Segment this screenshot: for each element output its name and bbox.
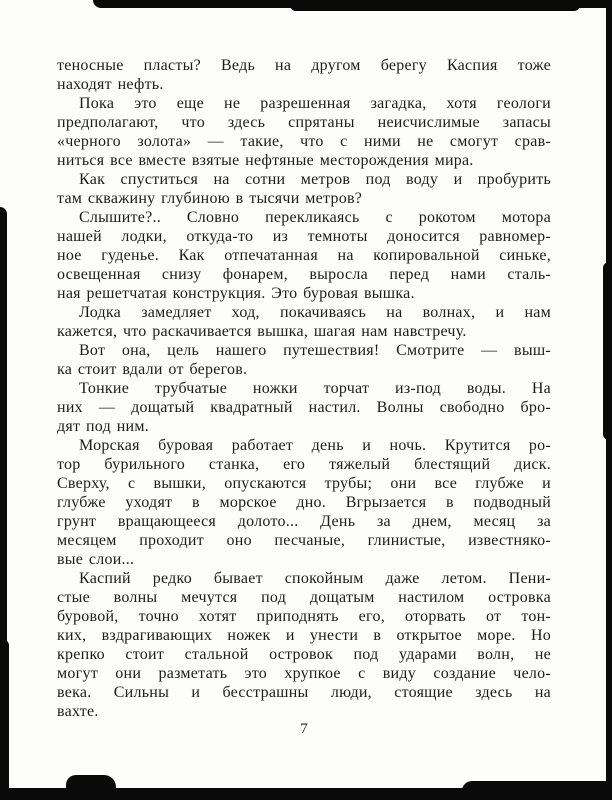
- page-number: 7: [300, 721, 308, 737]
- text-line: крепко стоит стальной островок под ударами волн, не: [57, 646, 551, 663]
- text-line: ное гуденье. Как отпечатанная на копировальной синьке,: [57, 247, 551, 264]
- text-line: грунт вращающееся долото... День за днем, месяц за: [57, 513, 551, 530]
- text-line: Вот она, цель нашего путешествия! Смотрите — выш-: [79, 342, 551, 359]
- text-line: стые волны мечутся под дощатым настилом островка: [57, 589, 551, 606]
- text-line: дят под ним.: [57, 418, 149, 435]
- text-line: Морская буровая работает день и ночь. Крутится ро-: [79, 437, 551, 454]
- text-line: ких, вздрагивающих ножек и унести в открытое море. Но: [57, 627, 551, 644]
- scan-edge-left-wide: [0, 640, 9, 800]
- text-line: вахте.: [57, 703, 99, 720]
- text-line: теносные пласты? Ведь на другом берегу Каспия тоже: [57, 57, 551, 74]
- text-line: предполагают, что здесь спрятаны неисчислимые запасы: [57, 114, 551, 131]
- text-line: вые слои...: [57, 551, 135, 568]
- text-line: буровой, точно хотят приподнять его, оторвать от тон-: [57, 608, 551, 625]
- text-line: месяцем проходит оно песчаные, глинистые, известняко-: [57, 532, 551, 549]
- scan-edge-top-bump: [290, 5, 580, 11]
- text-line: тор бурильного станка, его тяжелый блестящий диск.: [57, 456, 551, 473]
- text-line: ка стоит вдали от берегов.: [57, 361, 248, 378]
- scan-edge-bottom-right: [462, 781, 612, 800]
- paragraph: [57, 303, 551, 341]
- text-line: Лодка замедляет ход, покачиваясь на волнах, и нам: [79, 304, 551, 321]
- paragraph: [57, 341, 551, 379]
- paragraph: [57, 379, 551, 436]
- text-line: кажется, что раскачивается вышка, шагая нам навстречу.: [57, 323, 467, 340]
- text-line: Сверху, с вышки, опускаются трубы; они все глубже и: [57, 475, 551, 492]
- text-line: могут они разметать это хрупкое с виду создание чело-: [57, 665, 551, 682]
- paragraph: [57, 569, 551, 721]
- paragraph: [57, 436, 551, 569]
- scan-edge-bottom-blob: [66, 775, 116, 793]
- text-line: Тонкие трубчатые ножки торчат из-под воды. На: [79, 380, 551, 397]
- text-line: Каспий редко бывает спокойным даже летом. Пени-: [79, 570, 551, 587]
- text-line: Пока это еще не разрешенная загадка, хотя геологи: [79, 95, 551, 112]
- text-line: Слышите?.. Словно перекликаясь с рокотом мотора: [79, 209, 551, 226]
- text-line: нашей лодки, откуда-то из темноты доносится равномер-: [57, 228, 551, 245]
- paragraph: [57, 56, 551, 94]
- text-line: ниться все вместе взятые нефтяные месторождения мира.: [57, 152, 474, 169]
- text-line: там скважину глубиною в тысячи метров?: [57, 190, 363, 207]
- text-line: Как спуститься на сотни метров под воду и пробурить: [79, 171, 551, 188]
- paragraph: [57, 208, 551, 303]
- text-line: глубже уходят в морское дно. Вгрызается в подводный: [57, 494, 551, 511]
- text-line: века. Сильны и бесстрашны люди, стоящие здесь на: [57, 684, 551, 701]
- paragraph: [57, 94, 551, 170]
- text-block: [57, 56, 551, 721]
- scan-edge-right-wide: [603, 262, 612, 440]
- text-line: них — дощатый квадратный настил. Волны свободно бро-: [57, 399, 551, 416]
- text-line: находят нефть.: [57, 76, 164, 93]
- text-line: ная решетчатая конструкция. Это буровая вышка.: [57, 285, 415, 302]
- text-line: «черного золота» — такие, что с ними не смогут срав-: [57, 133, 551, 150]
- text-line: освещенная снизу фонарем, выросла перед нами сталь-: [57, 266, 551, 283]
- paragraph: [57, 170, 551, 208]
